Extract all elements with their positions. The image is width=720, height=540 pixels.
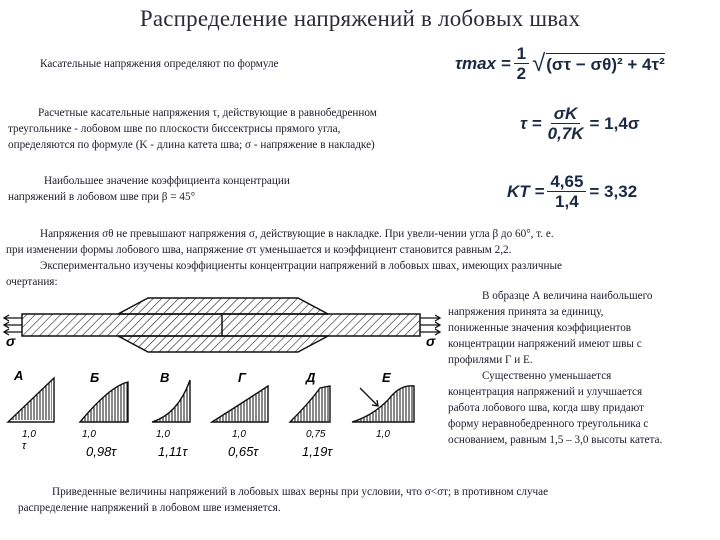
formula-tau-max-den: 2: [516, 64, 527, 83]
profile-b-letter: Б: [90, 370, 100, 385]
lap-joint-drawing: [4, 298, 440, 352]
side-line-2: напряжения принята за единицу,: [448, 306, 604, 318]
top-cover-plate: [118, 298, 328, 314]
left-arrows-icon: [4, 315, 22, 335]
formula-kt: [507, 172, 637, 211]
formula-tau: [520, 104, 639, 143]
formula-kt-den: 1,4: [555, 192, 579, 211]
profile-b-k: 1,0: [82, 429, 96, 440]
base-plate: [22, 314, 420, 336]
profile-a-tau: τ: [22, 440, 27, 452]
formula-tau-num: σK: [551, 104, 581, 124]
profile-f-k: 1,0: [376, 429, 390, 440]
footer-line-1: Приведенные величины напряжений в лобовых швах верны при условии, что σ<σт; в противном случае: [52, 486, 549, 498]
p2-line-2: треугольнике - лобовом шве по плоскости биссектрисы прямого угла,: [8, 123, 341, 135]
formula-tau-lhs: τ =: [520, 113, 542, 133]
formula-kt-num: 4,65: [547, 172, 586, 192]
formula-tau-max: [455, 44, 665, 83]
profile-f: [352, 370, 414, 440]
profile-c-coef: 1,11τ: [158, 444, 188, 459]
profile-e-coef: 1,19τ: [302, 444, 333, 459]
sigma-left-label: σ: [6, 333, 16, 349]
radical-sign-icon: √: [532, 49, 546, 77]
footer-line-2: распределение напряжений в лобовом шве изменяется.: [18, 502, 281, 514]
profile-c: [152, 370, 190, 459]
paragraph-design-stress: [8, 105, 478, 153]
profile-d: [212, 370, 268, 459]
formula-kt-rhs: = 3,32: [589, 181, 638, 201]
sigma-right-label: σ: [426, 333, 436, 349]
side-line-4: концентрации напряжений имеют швы с: [448, 338, 642, 350]
p4-line-3: Экспериментально изучены коэффициенты концентрации напряжений в лобовых швах, имеющих различные: [40, 260, 562, 272]
side-text: [448, 288, 716, 448]
profile-a: [8, 368, 54, 452]
paragraph-shear-formula: Касательные напряжения определяют по формуле: [40, 58, 279, 70]
p3-line-2: напряжений в лобовом шве при β = 45°: [8, 191, 196, 203]
formula-tau-max-lhs: τmax =: [455, 53, 511, 73]
side-line-6: Существенно уменьшается: [482, 370, 612, 382]
p4-line-2: при изменении формы лобового шва, напряжение στ уменьшается и коэффициент становится равным 2,2.: [6, 244, 512, 256]
p4-line-1: Напряжения σθ не превышают напряжения σ, действующие в накладке. При увели-чении угла β до 60°, т. е.: [40, 228, 554, 240]
p2-line-3: определяются по формуле (K - длина катета шва; σ - напряжение в накладке): [8, 139, 375, 151]
p2-line-1: Расчетные касательные напряжения τ, действующие в равнобедренном: [38, 107, 377, 119]
side-line-1: В образце А величина наибольшего: [482, 290, 653, 302]
right-arrows-icon: [420, 315, 440, 335]
p3-line-1: Наибольшее значение коэффициента концентрации: [44, 175, 290, 187]
slide-title: Распределение напряжений в лобовых швах: [139, 6, 581, 31]
profile-e-letter: Д: [306, 370, 316, 385]
formula-tau-max-num: 1: [514, 44, 529, 64]
profile-a-k: 1,0: [22, 429, 36, 440]
formula-kt-lhs: KT =: [507, 181, 545, 201]
formula-tau-max-fraction: [514, 44, 529, 83]
formula-kt-fraction: [547, 172, 586, 211]
formula-tau-den: 0,7K: [547, 124, 584, 143]
formula-tau-rhs: = 1,4σ: [589, 113, 640, 133]
profile-b: [80, 370, 128, 459]
footer-paragraph: [18, 484, 718, 516]
profile-e: [290, 370, 333, 459]
profile-f-letter: Е: [382, 370, 391, 385]
profile-d-letter: Г: [238, 370, 246, 385]
profile-d-coef: 0,65τ: [228, 444, 259, 459]
side-line-10: основанием, равным 1,5 – 3,0 высоты катета.: [448, 434, 663, 446]
side-line-8: работа лобового шва, когда шву придают: [448, 402, 644, 414]
profile-a-letter: А: [14, 368, 24, 383]
weld-profiles-figure: [0, 290, 445, 472]
side-line-3: пониженные значения коэффициентов: [448, 322, 632, 334]
side-line-7: концентрация напряжений и улучшается: [448, 386, 643, 398]
paragraph-concentration: [8, 173, 388, 205]
paragraph-stress-notes: [6, 226, 711, 290]
bottom-cover-plate: [118, 336, 328, 352]
profile-d-k: 1,0: [232, 429, 246, 440]
formula-tau-max-radicand: (στ − σθ)² + 4τ²: [546, 54, 665, 74]
profile-e-k: 0,75: [306, 429, 326, 440]
profile-b-coef: 0,98τ: [86, 444, 117, 459]
profile-c-k: 1,0: [156, 429, 170, 440]
profile-c-letter: В: [160, 370, 170, 385]
p4-line-4: очертания:: [6, 276, 58, 288]
side-line-5: профилями Г и Е.: [448, 354, 533, 366]
formula-tau-fraction: [545, 104, 587, 143]
side-line-9: форму неравнобедренного треугольника с: [448, 418, 649, 430]
